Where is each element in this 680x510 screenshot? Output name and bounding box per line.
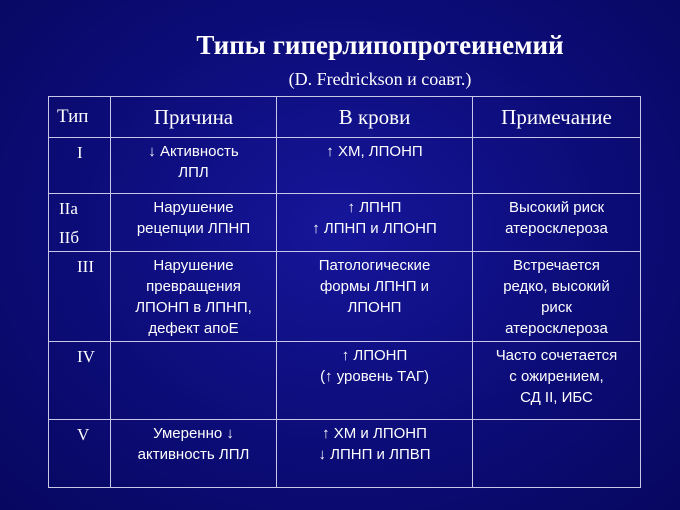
cell-line: активность ЛПЛ — [137, 446, 250, 463]
cell-line: формы ЛПНП и — [319, 278, 430, 295]
cell-line: ↑ ЛПНП и ЛПОНП — [312, 220, 437, 237]
cell-line: редко, высокий — [503, 278, 610, 295]
cell-line: Нарушение — [153, 199, 234, 216]
cell-cause — [111, 342, 277, 420]
cell-blood — [277, 138, 473, 194]
cell-line: ЛПОНП — [347, 299, 402, 316]
cell-line: СД II, ИБС — [520, 389, 593, 406]
cell-cause — [111, 420, 277, 488]
table-row — [49, 138, 641, 194]
cell-blood — [277, 342, 473, 420]
cell-note — [473, 194, 641, 252]
header-blood: В крови — [277, 97, 473, 138]
cell-line: Умеренно ↓ — [153, 425, 234, 442]
cell-line: III — [77, 257, 94, 276]
cell-line: Встречается — [513, 257, 600, 274]
cell-line: Высокий риск — [508, 199, 605, 216]
cell-note — [473, 252, 641, 342]
table-header-row — [49, 97, 641, 138]
cell-line: с ожирением, — [509, 368, 604, 385]
table-row — [49, 420, 641, 488]
cell-note — [473, 342, 641, 420]
cell-line: ↑ ХМ, ЛПОНП — [326, 143, 423, 160]
cell-blood — [277, 194, 473, 252]
cell-cause — [111, 138, 277, 194]
cell-line: риск — [541, 299, 572, 316]
cell-note — [473, 138, 641, 194]
cell-blood — [277, 252, 473, 342]
cell-line: V — [77, 425, 90, 444]
cell-line: атеросклероза — [505, 220, 608, 237]
cell-line: рецепции ЛПНП — [136, 220, 251, 237]
cell-line: IV — [77, 347, 95, 366]
cell-line: превращения — [146, 278, 241, 295]
cell-type — [49, 420, 111, 488]
cell-line: атеросклероза — [505, 320, 608, 337]
page-subtitle: (D. Fredrickson и соавт.) — [288, 69, 472, 89]
cell-line: Часто сочетается — [495, 347, 618, 364]
hyperlipoproteinemia-table — [48, 96, 641, 488]
cell-line: ЛПОНП в ЛПНП, — [135, 299, 252, 316]
cell-line: дефект апоЕ — [148, 320, 239, 337]
cell-type — [49, 252, 111, 342]
cell-line: IIa — [59, 199, 78, 218]
cell-line: Патологические — [318, 257, 431, 274]
cell-line: I — [77, 143, 83, 162]
cell-type — [49, 138, 111, 194]
page-title: Типы гиперлипопротеинемий — [196, 30, 564, 60]
cell-cause — [111, 252, 277, 342]
cell-cause — [111, 194, 277, 252]
cell-line: ↑ ЛПОНП — [341, 347, 408, 364]
cell-blood — [277, 420, 473, 488]
cell-note — [473, 420, 641, 488]
cell-line: IIб — [59, 228, 79, 247]
cell-line: ЛПЛ — [178, 164, 209, 181]
cell-line: Нарушение — [153, 257, 234, 274]
table-row — [49, 342, 641, 420]
table-row — [49, 194, 641, 252]
cell-line: ↓ ЛПНП и ЛПВП — [318, 446, 431, 463]
cell-line: (↑ уровень ТАГ) — [320, 368, 429, 385]
header-cause: Причина — [111, 97, 277, 138]
cell-type — [49, 342, 111, 420]
header-note: Примечание — [473, 97, 641, 138]
header-type: Тип — [49, 97, 111, 138]
table-row — [49, 252, 641, 342]
cell-line: ↓ Активность — [148, 143, 239, 160]
cell-line: ↑ ХМ и ЛПОНП — [322, 425, 427, 442]
cell-type — [49, 194, 111, 252]
cell-line: ↑ ЛПНП — [347, 199, 402, 216]
